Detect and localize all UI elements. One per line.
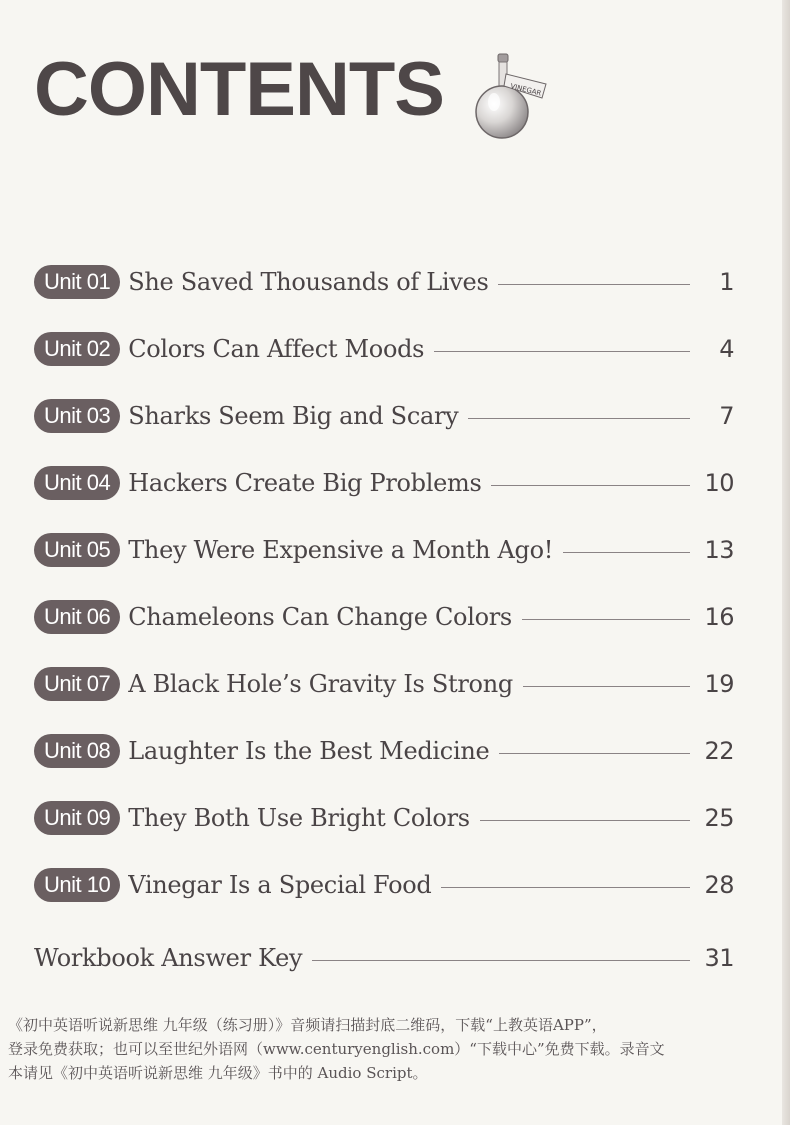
dot-leader xyxy=(522,619,690,620)
toc-row-workbook-answer-key[interactable] xyxy=(34,940,734,976)
unit-badge: Unit 02 xyxy=(34,332,120,366)
toc-row-unit-10[interactable] xyxy=(34,867,734,903)
unit-title: Laughter Is the Best Medicine xyxy=(128,737,490,765)
dot-leader xyxy=(563,552,690,553)
page-title: CONTENTS xyxy=(34,47,444,132)
toc-row-unit-08[interactable] xyxy=(34,733,734,769)
page-number: 16 xyxy=(704,603,734,631)
dot-leader xyxy=(523,686,690,687)
page-number: 25 xyxy=(704,804,734,832)
page-number: 22 xyxy=(704,737,734,765)
dot-leader xyxy=(480,820,690,821)
dot-leader xyxy=(499,753,690,754)
dot-leader xyxy=(441,887,690,888)
unit-title: She Saved Thousands of Lives xyxy=(128,268,489,296)
page-number: 7 xyxy=(719,402,734,430)
toc-row-unit-07[interactable] xyxy=(34,666,734,702)
toc-row-unit-01[interactable] xyxy=(34,264,734,300)
unit-badge: Unit 03 xyxy=(34,399,120,433)
toc-row-unit-09[interactable] xyxy=(34,800,734,836)
audio-note-line-1: 《初中英语听说新思维 九年级（练习册）》音频请扫描封底二维码，下载“上教英语APP”， xyxy=(8,1016,607,1034)
toc-row-unit-05[interactable] xyxy=(34,532,734,568)
dot-leader xyxy=(491,485,690,486)
unit-title: They Were Expensive a Month Ago! xyxy=(128,536,554,564)
page-number: 28 xyxy=(704,871,734,899)
dot-leader xyxy=(468,418,690,419)
toc-row-unit-04[interactable] xyxy=(34,465,734,501)
unit-title: Colors Can Affect Moods xyxy=(128,335,425,363)
unit-title: Hackers Create Big Problems xyxy=(128,469,482,497)
unit-title: They Both Use Bright Colors xyxy=(128,804,470,832)
toc-row-unit-03[interactable] xyxy=(34,398,734,434)
dot-leader xyxy=(498,284,690,285)
unit-badge: Unit 06 xyxy=(34,600,120,634)
unit-badge: Unit 05 xyxy=(34,533,120,567)
page-number: 31 xyxy=(704,944,734,972)
toc-row-unit-06[interactable] xyxy=(34,599,734,635)
page-number: 13 xyxy=(704,536,734,564)
audio-note-line-2: 登录免费获取；也可以至世纪外语网（www.centuryenglish.com）“下载中心”免费下载。录音文 xyxy=(8,1040,665,1058)
page-number: 19 xyxy=(704,670,734,698)
unit-badge: Unit 10 xyxy=(34,868,120,902)
unit-title: Sharks Seem Big and Scary xyxy=(128,402,459,430)
page-number: 10 xyxy=(704,469,734,497)
dot-leader xyxy=(434,351,690,352)
unit-badge: Unit 09 xyxy=(34,801,120,835)
unit-badge: Unit 04 xyxy=(34,466,120,500)
vinegar-flask-icon xyxy=(470,52,555,142)
unit-title: A Black Hole’s Gravity Is Strong xyxy=(128,670,513,698)
audio-note-line-3: 本请见《初中英语听说新思维 九年级》书中的 Audio Script。 xyxy=(8,1064,428,1082)
unit-badge: Unit 08 xyxy=(34,734,120,768)
unit-title: Vinegar Is a Special Food xyxy=(128,871,432,899)
page-edge xyxy=(782,0,790,1125)
page-number: 1 xyxy=(719,268,734,296)
toc-row-unit-02[interactable] xyxy=(34,331,734,367)
audio-note xyxy=(8,1013,768,1085)
unit-badge: Unit 01 xyxy=(34,265,120,299)
flask-label: VINEGAR xyxy=(509,82,543,98)
unit-badge: Unit 07 xyxy=(34,667,120,701)
unit-title: Chameleons Can Change Colors xyxy=(128,603,512,631)
page-number: 4 xyxy=(719,335,734,363)
workbook-title: Workbook Answer Key xyxy=(34,944,303,972)
dot-leader xyxy=(312,960,690,961)
